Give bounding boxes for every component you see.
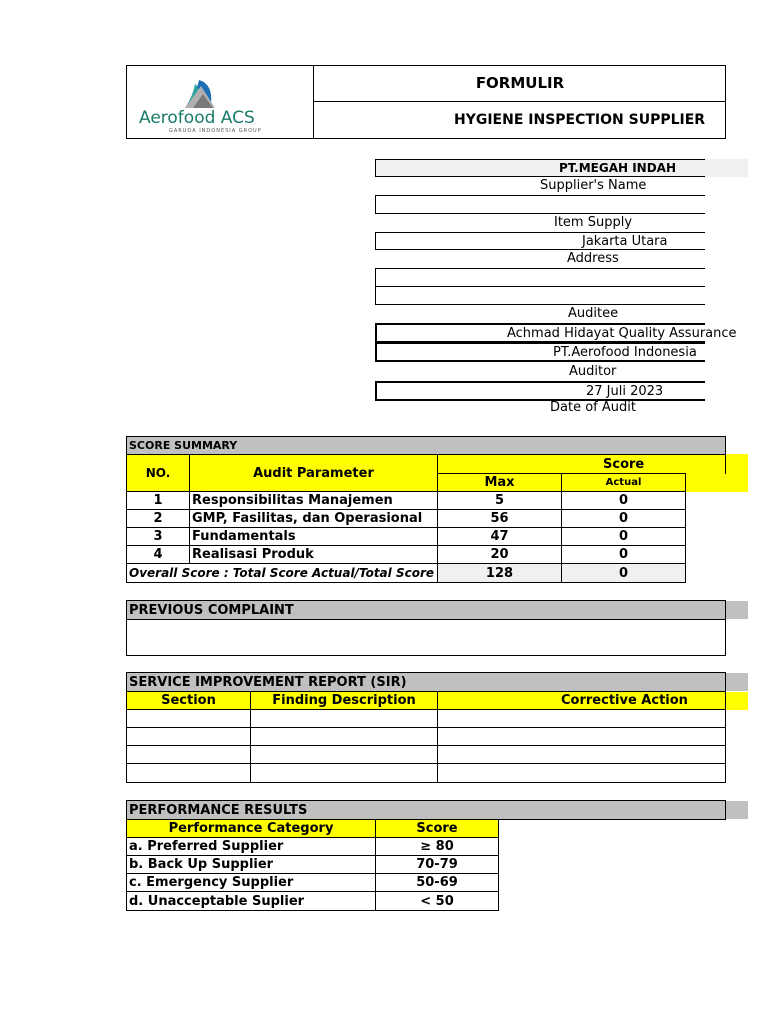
sir-col-finding: Finding Description [250,691,438,710]
sir-col-corrective: Corrective Action [437,691,726,710]
sir-title: SERVICE IMPROVEMENT REPORT (SIR) [126,672,726,692]
address-label: Address [567,251,619,266]
col-actual-header: Actual [561,473,686,492]
item-supply-field [375,195,705,214]
date-of-audit-field: 27 Juli 2023 [375,381,705,401]
date-of-audit-label: Date of Audit [550,400,636,415]
form-subtitle: HYGIENE INSPECTION SUPPLIER [454,112,706,128]
item-supply-label: Item Supply [554,215,633,230]
col-no-header: NO. [126,454,190,492]
auditor-label: Auditor [569,364,617,379]
score-summary-title: SCORE SUMMARY [126,436,726,455]
logo-subtext: GARUDA INDONESIA GROUP [169,128,262,134]
auditee-field-1 [375,268,705,287]
perf-col-score: Score [375,819,499,838]
col-max-header: Max [437,473,562,492]
performance-title: PERFORMANCE RESULTS [126,800,726,820]
auditee-label: Auditee [568,306,619,321]
auditee-field-2 [375,286,705,305]
col-param-header: Audit Parameter [189,454,438,492]
form-title: FORMULIR [475,74,565,92]
logo-text: Aerofood ACS [139,108,255,128]
supplier-name-label: Supplier's Name [540,178,647,193]
sir-col-section: Section [126,691,251,710]
logo [127,66,313,138]
address-field: Jakarta Utara [375,232,705,250]
auditor-field-2: PT.Aerofood Indonesia [375,342,705,362]
perf-col-category: Performance Category [126,819,376,838]
col-score-header: Score [437,454,726,474]
previous-complaint-field [126,619,726,656]
previous-complaint-title: PREVIOUS COMPLAINT [126,600,726,620]
supplier-name-field: PT.MEGAH INDAH [375,159,705,177]
auditor-field-1: Achmad Hidayat Quality Assurance [375,323,705,343]
